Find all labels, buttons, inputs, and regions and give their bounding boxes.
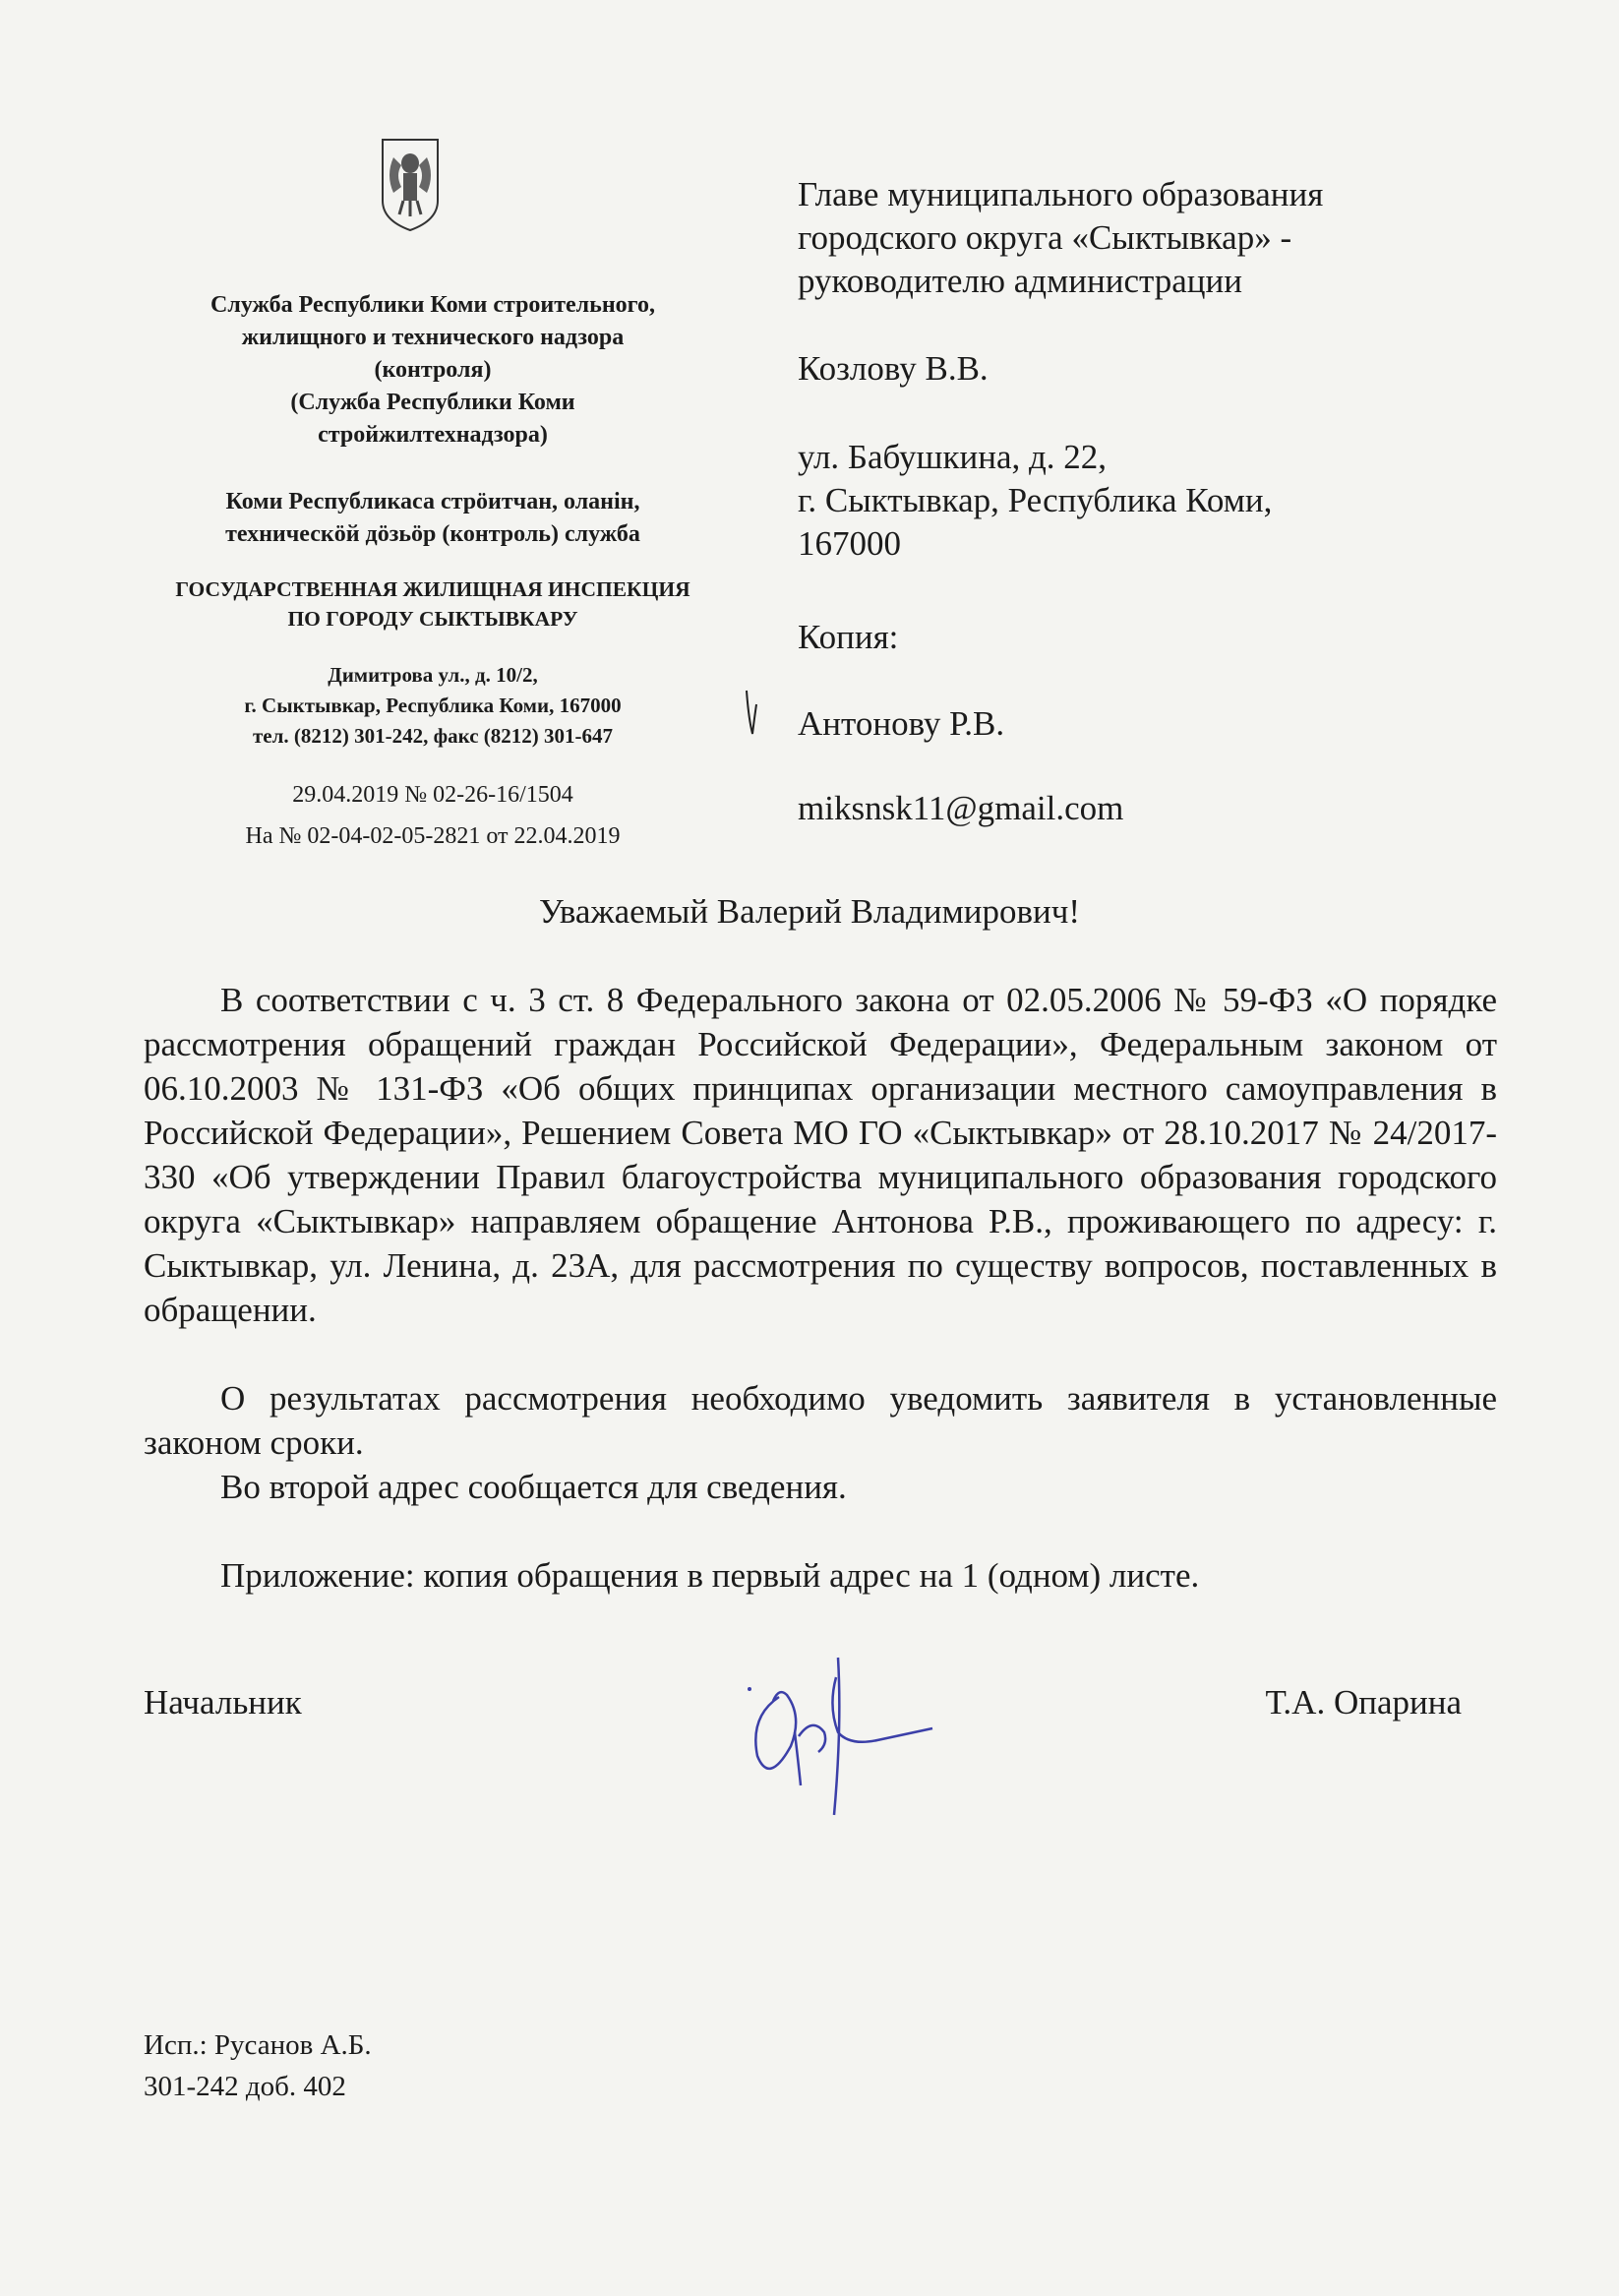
org-line: техническӧй дӧзьӧр (контроль) служба [225,521,640,547]
org-line: ГОСУДАРСТВЕННАЯ ЖИЛИЩНАЯ ИНСПЕКЦИЯ [175,577,690,601]
sender-address [108,660,757,752]
handwritten-signature [740,1638,936,1835]
address-line: Димитрова ул., д. 10/2, [328,663,538,687]
address-line: тел. (8212) 301-242, факс (8212) 301-647 [252,724,614,748]
executor-phone: 301-242 доб. 402 [144,2071,346,2102]
org-line: ПО ГОРОДУ СЫКТЫВКАРУ [287,607,578,631]
org-line: Коми Республикаса стрӧитчан, оланiн, [225,489,640,514]
incoming-reference: На № 02-04-02-05-2821 от 22.04.2019 [245,823,621,849]
org-line: жилищного и технического надзора [241,325,625,350]
body-paragraph [144,978,1497,1332]
salutation: Уважаемый Валерий Владимирович! [538,892,1080,931]
recipient-line: руководителю администрации [798,262,1242,300]
paragraph-text: О результатах рассмотрения необходимо уведомить заявителя в установленные законом сроки. [144,1379,1497,1462]
body-paragraph [144,1376,1497,1465]
attachment-note [144,1553,1497,1598]
signer-name: Т.А. Опарина [1265,1683,1462,1722]
recipient-line: Главе муниципального образования [798,175,1324,213]
outgoing-number: 29.04.2019 № 02-26-16/1504 [292,782,573,808]
paragraph-text: В соответствии с ч. 3 ст. 8 Федерального закона от 02.05.2006 № 59-ФЗ «О порядке рассмотрения обращений граждан Российской Федерации», Федеральным законом от 06.10.2003 № 131-ФЗ «Об общих принципах организации местного самоуправления в Российской Федерации», Решением Совета МО ГО «Сыктывкар» от 28.10.2017 № 24/2017-330 «Об утверждении Правил благоустройства муниципального образования городского округа «Сыктывкар» направляем обращение Антонова Р.В., проживающего по адресу: г. Сыктывкар, ул. Ленина, д. 23А, для рассмотрения по существу вопросов, поставленных в обращении. [144,981,1497,1329]
org-line: стройжилтехнадзора) [318,422,548,448]
coat-of-arms-icon [380,136,441,232]
registration-block [108,774,757,857]
body-paragraph [144,1465,1497,1509]
organization-name-ru [108,289,757,452]
recipient-name: Козлову В.В. [798,349,989,388]
recipient-address [798,436,1272,566]
checkmark-icon [743,689,762,738]
copy-recipient-email: miksnsk11@gmail.com [798,789,1124,827]
copy-label: Копия: [798,618,899,656]
address-line: 167000 [798,524,901,563]
executor-name: Исп.: Русанов А.Б. [144,2029,372,2061]
recipient-position [798,173,1323,303]
address-line: ул. Бабушкина, д. 22, [798,438,1108,476]
signer-title: Начальник [144,1683,302,1722]
executor-block [144,2024,372,2107]
copy-recipient-name: Антонову Р.В. [798,704,1005,743]
inspection-name [108,574,757,634]
org-line: (Служба Республики Коми [290,390,575,415]
organization-name-komi [108,486,757,551]
paragraph-text: Приложение: копия обращения в первый адрес на 1 (одном) листе. [220,1556,1200,1595]
org-line: (контроля) [374,357,492,383]
address-line: г. Сыктывкар, Республика Коми, [798,481,1273,519]
address-line: г. Сыктывкар, Республика Коми, 167000 [244,694,622,717]
paragraph-text: Во второй адрес сообщается для сведения. [220,1468,847,1506]
recipient-line: городского округа «Сыктывкар» - [798,218,1292,257]
org-line: Служба Республики Коми строительного, [210,292,655,318]
